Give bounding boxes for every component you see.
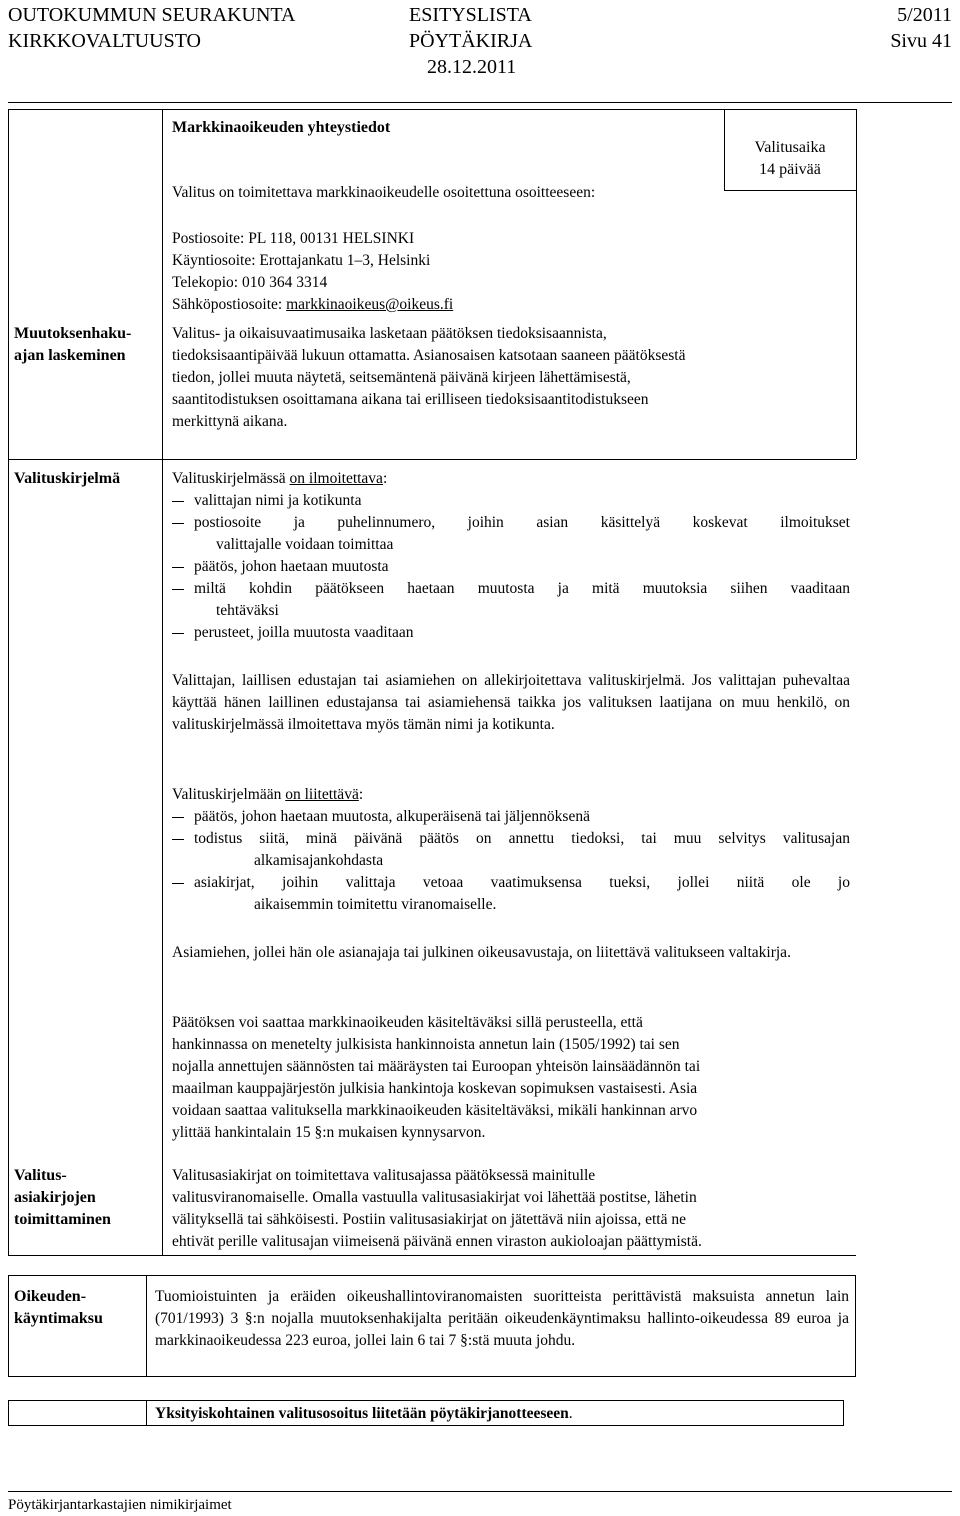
list-item: päätös, johon haetaan muutosta — [172, 556, 850, 578]
label-appeal-letter: Valituskirjelmä — [14, 470, 121, 487]
market-court-paragraph-5: voidaan saattaa valituksella markkinaoikeuden käsiteltäväksi, mikäli hankinnan arvo — [172, 1102, 698, 1119]
list-item: perusteet, joilla muutosta vaaditaan — [172, 622, 850, 644]
signature-paragraph: Valittajan, laillisen edustajan tai asiamiehen on allekirjoitettava valituskirjelmä. Jos valittajan puhevaltaa käyttää hänen laillinen edustajansa tai asiamiehensä taikka jos valituksen laatijana on muu henkilö, on valituskirjelmässä ilmoitettava myös tämän nimi ja kotikunta. — [172, 672, 850, 733]
dash-icon — [172, 501, 184, 502]
label-period-count-2: ajan laskeminen — [14, 347, 126, 364]
list-item: miltä kohdin päätökseen haetaan muutosta ja mitä muutoksia siihen vaaditaan tehtäväksi — [172, 578, 850, 622]
attachment-item: asiakirjat, joihin valittaja vetoaa vaatimuksensa tueksi, jollei niitä ole jo aikaisemmin toimitettu viranomaiselle. — [172, 872, 850, 916]
court-fee-divider — [146, 1275, 147, 1376]
dash-icon — [172, 523, 184, 524]
org-name: OUTOKUMMUN SEURAKUNTA — [8, 4, 296, 26]
email-line — [172, 294, 453, 316]
delivery-text-3: välityksellä tai sähköisesti. Postiin valitusasiakirjat on jätettävä niin ajoissa, että ne — [172, 1211, 686, 1228]
period-text-4: saantitodistuksen osoittamana aikana tai erilliseen tiedoksisaantitodistukseen — [172, 391, 649, 408]
proxy-paragraph: Asiamiehen, jollei hän ole asianajaja tai julkinen oikeusavustaja, on liitettävä valitukseen valtakirja. — [172, 944, 791, 961]
attachments-intro: Valituskirjelmään on liitettävä: — [172, 786, 364, 803]
market-court-paragraph-2: hankinnassa on menetelty julkisista hankinnoista annetun lain (1505/1992) tai sen — [172, 1036, 680, 1053]
delivery-intro: Valitus on toimitettava markkinaoikeudelle osoitettuna osoitteeseen: — [172, 184, 596, 201]
footer-rule — [8, 1491, 952, 1492]
dash-icon — [172, 839, 184, 840]
period-text-3: tiedon, jollei muuta näytetä, seitsemäntenä päivänä kirjeen lähettämisestä, — [172, 369, 631, 386]
doc-type-agenda: ESITYSLISTA — [409, 4, 532, 26]
doc-date: 28.12.2011 — [427, 56, 517, 78]
org-unit: KIRKKOVALTUUSTO — [8, 30, 201, 52]
delivery-text-1: Valitusasiakirjat on toimitettava valitusajassa päätöksessä mainitulle — [172, 1167, 596, 1184]
frame-bottom — [8, 1255, 856, 1256]
label-delivery-1: Valitus- — [14, 1167, 67, 1184]
market-court-paragraph-1: Päätöksen voi saattaa markkinaoikeuden käsiteltäväksi sillä perusteella, että — [172, 1014, 643, 1031]
page-number: Sivu 41 — [890, 30, 952, 52]
fax-number: Telekopio: 010 364 3314 — [172, 274, 328, 291]
doc-number: 5/2011 — [897, 4, 952, 26]
footer-text: Pöytäkirjantarkastajien nimikirjaimet — [8, 1497, 232, 1513]
deadline-box-left — [724, 109, 725, 190]
deadline-box-bottom — [724, 190, 856, 191]
postal-address: Postiosoite: PL 118, 00131 HELSINKI — [172, 230, 415, 247]
frame-left — [8, 109, 9, 1255]
frame-mid-rule — [8, 459, 856, 460]
market-court-paragraph-6: ylittää hankintalain 15 §:n mukaisen kynnysarvon. — [172, 1124, 486, 1141]
attachment-item: todistus siitä, minä päivänä päätös on annettu tiedoksi, tai muu selvitys valitusajan alkamisajankohdasta — [172, 828, 850, 872]
dash-icon — [172, 633, 184, 634]
dash-icon — [172, 817, 184, 818]
dash-icon — [172, 883, 184, 884]
frame-top-right — [162, 109, 856, 110]
list-item: valittajan nimi ja kotikunta — [172, 490, 850, 512]
dash-icon — [172, 589, 184, 590]
attachment-item: päätös, johon haetaan muutosta, alkuperäisenä tai jäljennöksenä — [172, 806, 850, 828]
email-label: Sähköpostiosoite: — [172, 296, 287, 313]
market-court-paragraph-4: maailman kauppajärjestön julkisia hankintoja koskevan sopimuksen vastaisesti. Asia — [172, 1080, 698, 1097]
section-title: Markkinaoikeuden yhteystiedot — [172, 119, 391, 136]
header-rule — [8, 102, 952, 103]
market-court-paragraph-3: nojalla annettujen säännösten tai määräysten tai Euroopan yhteisön lainsäädännön tai — [172, 1058, 701, 1075]
doc-type-minutes: PÖYTÄKIRJA — [409, 30, 533, 52]
frame-divider — [162, 109, 163, 1255]
label-delivery-3: toimittaminen — [14, 1211, 111, 1228]
notice-divider — [146, 1400, 147, 1426]
court-fee-text: Tuomioistuinten ja eräiden oikeushallintoviranomaisten suoritteista perittävistä maksuista annetun lain (701/1993) 3 §:n nojalla muutoksenhakijalta peritään oikeudenkäyntimaksu hallinto-oikeudessa 89 euroa ja markkinaoikeudessa 223 euroa, jollei lain 6 tai 7 §:stä muuta johdu. — [155, 1288, 849, 1349]
list-item: postiosoite ja puhelinnumero, joihin asian käsittelyä koskevat ilmoitukset valittajalle voidaan toimittaa — [172, 512, 850, 556]
label-delivery-2: asiakirjojen — [14, 1189, 96, 1206]
email-link[interactable]: markkinaoikeus@oikeus.fi — [286, 296, 454, 313]
deadline-value: 14 päivää — [759, 161, 821, 178]
period-text-2: tiedoksisaantipäivää lukuun ottamatta. Asianosaisen katsotaan saaneen päätöksestä — [172, 347, 686, 364]
visiting-address: Käyntiosoite: Erottajankatu 1–3, Helsinki — [172, 252, 431, 269]
delivery-text-2: valitusviranomaiselle. Omalla vastuulla valitusasiakirjat voi lähettää postitse, lähetin — [172, 1189, 697, 1206]
period-text-5: merkittynä aikana. — [172, 413, 288, 430]
delivery-text-4: ehtivät perille valitusajan viimeisenä päivänä ennen viraston aukioloajan päättymistä. — [172, 1233, 702, 1250]
notice-text: Yksityiskohtainen valitusosoitus liitetään pöytäkirjanotteeseen. — [155, 1405, 573, 1422]
label-court-fee-2: käyntimaksu — [14, 1310, 103, 1327]
frame-top-left — [8, 109, 162, 110]
letter-intro: Valituskirjelmässä on ilmoitettava: — [172, 470, 388, 487]
label-period-count-1: Muutoksenhaku- — [14, 325, 132, 342]
dash-icon — [172, 567, 184, 568]
frame-right-upper — [856, 109, 857, 459]
label-court-fee-1: Oikeuden- — [14, 1288, 87, 1305]
deadline-label: Valitusaika — [754, 139, 826, 156]
period-text-1: Valitus- ja oikaisuvaatimusaika lasketaan päätöksen tiedoksisaannista, — [172, 325, 607, 342]
